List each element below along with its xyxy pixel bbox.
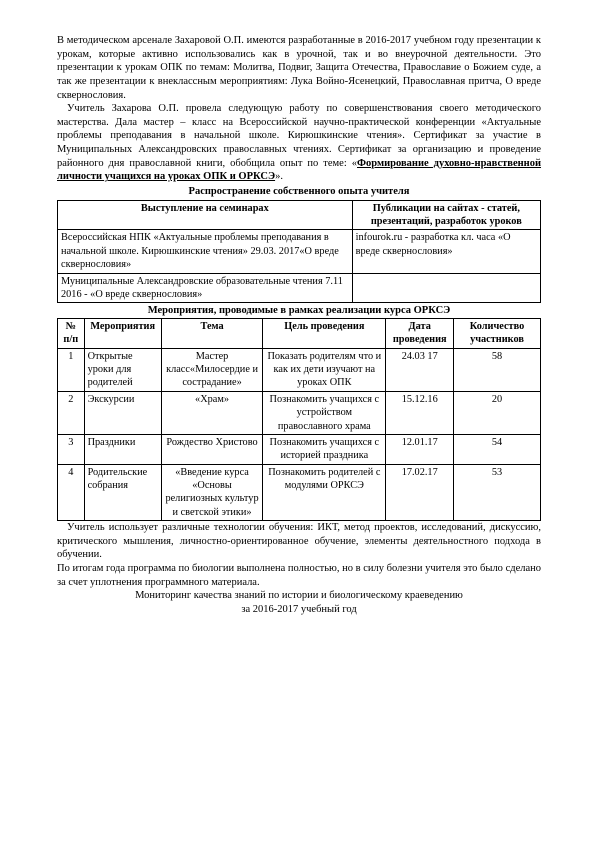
table1-caption: Распространение собственного опыта учителя — [188, 186, 410, 198]
orkse-events-table — [57, 318, 541, 521]
intro-paragraph-2-end: ». — [275, 171, 283, 183]
table-cell: 53 — [454, 464, 541, 521]
table-cell: 12.01.17 — [386, 434, 454, 464]
monitoring-heading: Мониторинг качества знаний по истории и биологическому краеведению — [135, 590, 463, 602]
table-cell: Муниципальные Александровские образовательные чтения 7.11 2016 - «О вреде сквернословия» — [58, 273, 353, 303]
table-cell: «Храм» — [161, 391, 262, 434]
table-cell — [352, 273, 540, 303]
intro-paragraph-2-lead: Учитель Захарова О.П. провела следующую работу по совершенствования своего методического мастерства. Дала мастер – класс на Всероссийской научно-практической конференции «Актуальные проблемы преподавания в начальной школе. Кирюшкинские чтения». Сертификат за участие в Муниципальных Александровских православных чтениях. Сертификат за организацию и проведение районного дня православной книги, обобщила опыт по теме: « — [57, 103, 541, 169]
table-row — [58, 464, 541, 521]
table-cell: Познакомить родителей с модулями ОРКСЭ — [263, 464, 386, 521]
table-cell: 2 — [58, 391, 85, 434]
table-cell: Познакомить учащихся с устройством православного храма — [263, 391, 386, 434]
experience-sharing-table — [57, 200, 541, 304]
table-header-row — [58, 200, 541, 230]
program-completion-paragraph: По итогам года программа по биологии выполнена полностью, но в силу болезни учителя это было сделано за счет уплотнения программного материала. — [57, 563, 541, 588]
table-row — [58, 348, 541, 391]
table-row — [58, 230, 541, 273]
table-cell: 54 — [454, 434, 541, 464]
column-header-date: Дата проведения — [386, 318, 454, 348]
generalized-experience-topic: Формирование духовно-нравственной личности учащихся на уроках ОПК и ОРКСЭ — [57, 157, 542, 183]
table-cell: 4 — [58, 464, 85, 521]
table-header-row — [58, 318, 541, 348]
table-cell: 58 — [454, 348, 541, 391]
intro-paragraph-1: В методическом арсенале Захаровой О.П. имеются разработанные в 2016-2017 учебном году презентации к урокам, которые активно использовались как в урочной, так и во внеурочной деятельности. Это презентации к урокам ОПК по темам: Молитва, Подвиг, Защита Отечества, Православие о Божием суде, а так же презентации к внеклассным мероприятиям: Лука Войно-Ясенецкий, Православная притча, О вреде сквернословия. — [57, 35, 541, 101]
table-cell: Рождество Христово — [161, 434, 262, 464]
table-cell: infourok.ru - разработка кл. часа «О вреде сквернословия» — [352, 230, 540, 273]
monitoring-subheading: за 2016-2017 учебный год — [241, 604, 357, 616]
teaching-methods-paragraph: Учитель использует различные технологии обучения: ИКТ, метод проектов, исследований, дискуссию, критического мышления, личностно-ориентированное обучение, элементы деятельностного подхода в обучении. — [57, 522, 541, 561]
table2-caption: Мероприятия, проводимые в рамках реализации курса ОРКСЭ — [147, 305, 451, 317]
table-cell: Показать родителям что и как их дети изучают на уроках ОПК — [263, 348, 386, 391]
column-header-events: Мероприятия — [84, 318, 161, 348]
table-cell: Мастер класс«Милосердие и сострадание» — [161, 348, 262, 391]
table-cell: 3 — [58, 434, 85, 464]
table-cell: Экскурсии — [84, 391, 161, 434]
table-cell: Праздники — [84, 434, 161, 464]
table-row — [58, 273, 541, 303]
table-cell: Родительские собрания — [84, 464, 161, 521]
table-row — [58, 391, 541, 434]
table-cell: 24.03 17 — [386, 348, 454, 391]
table-cell: 20 — [454, 391, 541, 434]
table-row — [58, 434, 541, 464]
table-cell: Всероссийская НПК «Актуальные проблемы преподавания в начальной школе. Кирюшкинские чтения» 29.03. 2017«О вреде сквернословия» — [58, 230, 353, 273]
intro-paragraph-2 — [57, 102, 541, 184]
table-cell: 1 — [58, 348, 85, 391]
table-cell: Познакомить учащихся с историей праздника — [263, 434, 386, 464]
table-cell: 15.12.16 — [386, 391, 454, 434]
column-header-goal: Цель проведения — [263, 318, 386, 348]
document-page — [57, 34, 541, 617]
column-header-participants: Количество участников — [454, 318, 541, 348]
table-cell: Открытые уроки для родителей — [84, 348, 161, 391]
table-cell: 17.02.17 — [386, 464, 454, 521]
column-header-topic: Тема — [161, 318, 262, 348]
table-cell: «Введение курса «Основы религиозных культур и светской этики» — [161, 464, 262, 521]
column-header-publications: Публикации на сайтах - статей, презентаций, разработок уроков — [352, 200, 540, 230]
column-header-number: № п/п — [58, 318, 85, 348]
column-header-seminars: Выступление на семинарах — [58, 200, 353, 230]
